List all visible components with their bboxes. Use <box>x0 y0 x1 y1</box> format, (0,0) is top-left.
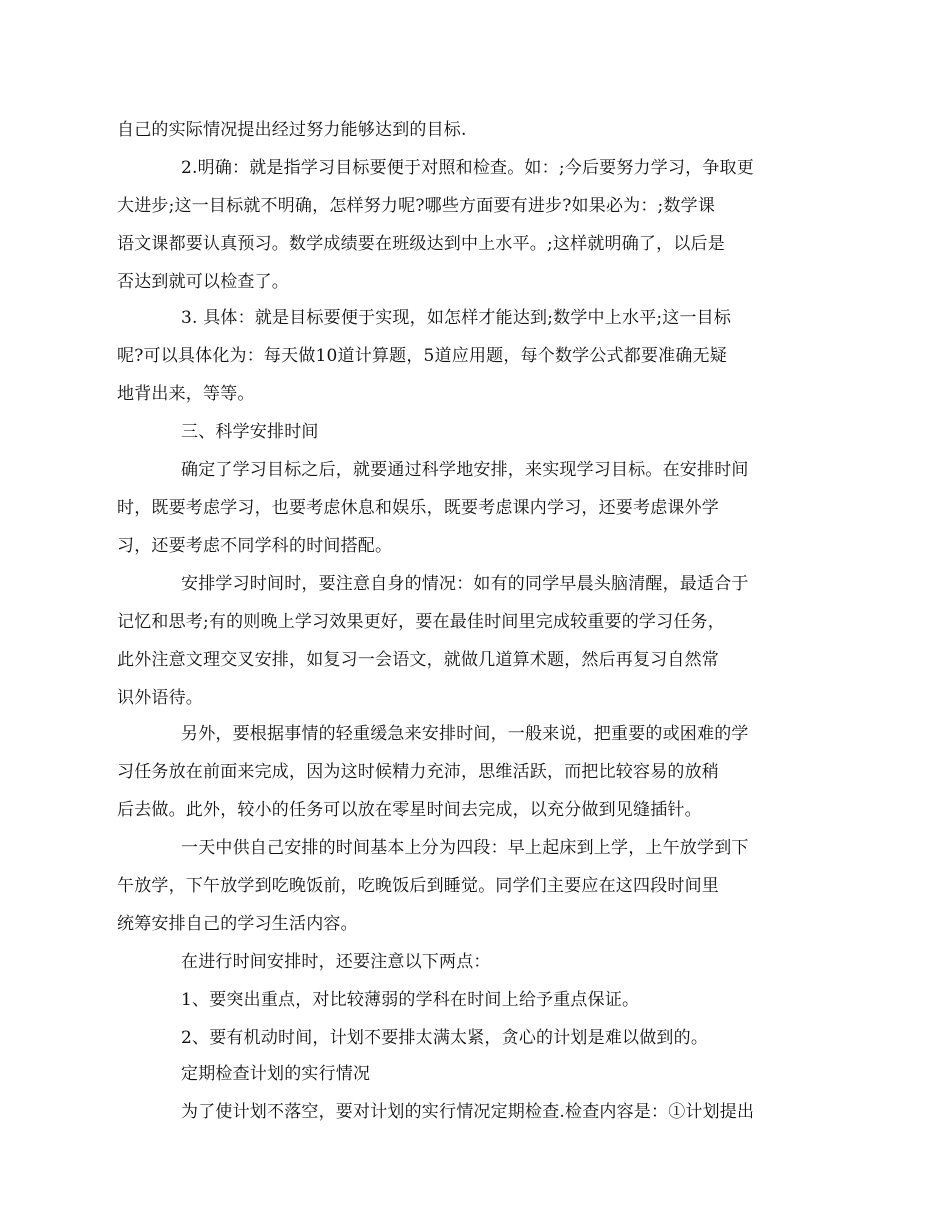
text-line: 此外注意文理交叉安排，如复习一会语文，就做几道算术题，然后再复习自然常 <box>117 650 719 670</box>
list-item: 2、要有机动时间，计划不要排太满太紧，贪心的计划是难以做到的。 <box>181 1028 709 1048</box>
text-line: 后去做。此外，较小的任务可以放在零星时间去完成，以充分做到见缝插针。 <box>117 800 702 820</box>
text-line: 否达到就可以检查了。 <box>117 272 289 292</box>
text-line: 一天中供自己安排的时间基本上分为四段：早上起床到上学，上午放学到下 <box>181 838 749 858</box>
text-line: 另外，要根据事情的轻重缓急来安排时间，一般来说，把重要的或困难的学 <box>181 724 749 744</box>
text-line: 安排学习时间时，要注意自身的情况：如有的同学早晨头脑清醒，最适合于 <box>181 574 749 594</box>
text-line: 识外语待。 <box>117 688 203 708</box>
text-line: 地背出来，等等。 <box>117 384 255 404</box>
text-line: 2.明确：就是指学习目标要便于对照和检查。如：;今后要努力学习，争取更 <box>181 158 754 178</box>
text-line: 习，还要考虑不同学科的时间搭配。 <box>117 536 393 556</box>
text-line: 确定了学习目标之后，就要通过科学地安排，来实现学习目标。在安排时间 <box>181 460 749 480</box>
text-line: 为了使计划不落空，要对计划的实行情况定期检查.检查内容是：①计划提出 <box>181 1102 755 1122</box>
text-line: 3. 具体：就是目标要便于实现，如怎样才能达到;数学中上水平;这一目标 <box>181 308 732 328</box>
text-line: 记忆和思考;有的则晚上学习效果更好，要在最佳时间里完成较重要的学习任务， <box>117 612 725 632</box>
section-heading: 三、科学安排时间 <box>181 422 319 442</box>
text-line: 大进步;这一目标就不明确，怎样努力呢?哪些方面要有进步?如果必为：;数学课 <box>117 196 716 216</box>
text-line: 在进行时间安排时，还要注意以下两点： <box>181 952 491 972</box>
text-line: 习任务放在前面来完成，因为这时候精力充沛，思维活跃，而把比较容易的放稍 <box>117 762 719 782</box>
text-line: 语文课都要认真预习。数学成绩要在班级达到中上水平。;这样就明确了，以后是 <box>117 234 725 254</box>
text-line: 自己的实际情况提出经过努力能够达到的目标. <box>117 120 467 140</box>
text-line: 时，既要考虑学习，也要考虑休息和娱乐，既要考虑课内学习，还要考虑课外学 <box>117 498 719 518</box>
list-item: 1、要突出重点，对比较薄弱的学科在时间上给予重点保证。 <box>181 990 640 1010</box>
text-line: 呢?可以具体化为：每天做10道计算题，5道应用题，每个数学公式都要准确无疑 <box>117 346 727 366</box>
text-line: 统筹安排自己的学习生活内容。 <box>117 914 358 934</box>
text-line: 午放学，下午放学到吃晚饭前，吃晚饭后到睡觉。同学们主要应在这四段时间里 <box>117 876 719 896</box>
section-heading: 定期检查计划的实行情况 <box>181 1064 371 1084</box>
